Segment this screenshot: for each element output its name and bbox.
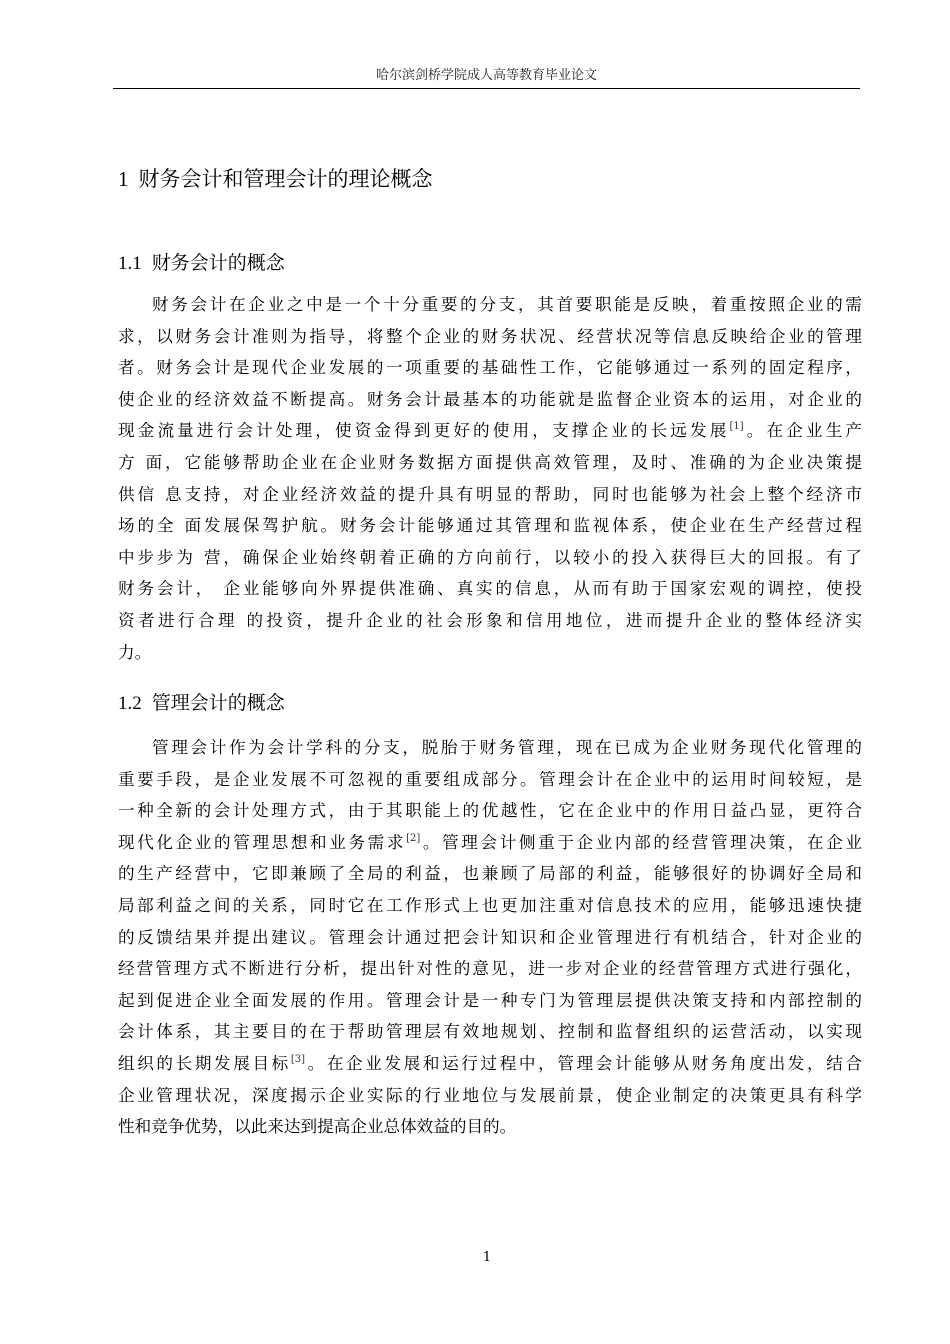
text-segment: 组织的长期发展目标 xyxy=(118,1053,291,1073)
text-line: 重要手段，是企业发展不可忽视的重要组成部分。管理会计在企业中的运用时间较短，是 xyxy=(118,769,862,789)
text-segment: 现代化企业的管理思想和业务需求 xyxy=(118,832,407,852)
section-number: 1.2 xyxy=(118,693,142,714)
text-line: 者。财务会计是现代企业发展的一项重要的基础性工作，它能够通过一系列的固定程序， xyxy=(118,358,862,378)
text-segment: 。在企业生产 xyxy=(743,421,863,441)
text-line xyxy=(118,1048,862,1080)
text-line: 起到促进企业全面发展的作用。管理会计是一种专门为管理层提供决策支持和内部控制的 xyxy=(118,990,862,1010)
text-line: 场的全 面发展保驾护航。财务会计能够通过其管理和监视体系，使企业在生产经营过程 xyxy=(118,516,862,536)
section-number: 1.1 xyxy=(118,253,142,274)
text-line: 财务会计在企业之中是一个十分重要的分支，其首要职能是反映，着重按照企业的需 xyxy=(152,295,862,314)
text-line: 一种全新的会计处理方式，由于其职能上的优越性，它在企业中的作用日益凸显，更符合 xyxy=(118,801,862,821)
chapter-title: 财务会计和管理会计的理论概念 xyxy=(138,167,433,191)
text-line: 力。 xyxy=(118,642,152,662)
chapter-heading xyxy=(118,164,433,194)
running-header: 哈尔滨剑桥学院成人高等教育毕业论文 xyxy=(375,68,597,83)
page-number: 1 xyxy=(482,1250,492,1265)
citation-ref: [3] xyxy=(290,1053,306,1065)
section-title: 管理会计的概念 xyxy=(151,692,285,714)
text-line: 求，以财务会计准则为指导，将整个企业的财务状况、经营状况等信息反映给企业的管理 xyxy=(118,326,862,346)
text-line: 企业管理状况，深度揭示企业实际的行业地位与发展前景，使企业制定的决策更具有科学 xyxy=(118,1085,862,1105)
section-heading-1-1 xyxy=(118,249,285,278)
text-line: 的生产经营中，它即兼顾了全局的利益，也兼顾了局部的利益，能够很好的协调好全局和 xyxy=(118,864,862,884)
text-segment: 。管理会计侧重于企业内部的经营管理决策，在企业 xyxy=(420,832,863,852)
citation-ref: [1] xyxy=(729,421,744,433)
header-divider xyxy=(113,88,860,89)
text-line: 中步步为 营，确保企业始终朝着正确的方向前行，以较小的投入获得巨大的回报。有了 xyxy=(118,547,862,567)
text-line xyxy=(118,415,862,447)
text-line: 使企业的经济效益不断提高。财务会计最基本的功能就是监督企业资本的运用，对企业的 xyxy=(118,389,862,409)
text-line: 资者进行合理 的投资，提升企业的社会形象和信用地位，进而提升企业的整体经济实 xyxy=(118,610,862,630)
text-line: 局部利益之间的关系，同时它在工作形式上也更加注重对信息技术的应用，能够迅速快捷 xyxy=(118,895,862,915)
paragraph-management-accounting xyxy=(118,732,862,1143)
text-line: 管理会计作为会计学科的分支，脱胎于财务管理，现在已成为企业财务现代化管理的 xyxy=(152,738,862,757)
text-segment: 。在企业发展和运行过程中，管理会计能够从财务角度出发，结合 xyxy=(305,1053,863,1073)
text-line: 经营管理方式不断进行分析，提出针对性的意见，进一步对企业的经营管理方式进行强化， xyxy=(118,959,862,979)
text-segment: 现金流量进行会计处理，使资金得到更好的使用，支撑企业的长远发展 xyxy=(118,421,730,441)
paragraph-financial-accounting xyxy=(118,289,862,668)
section-title: 财务会计的概念 xyxy=(151,252,285,274)
text-line: 供信 息支持，对企业经济效益的提升具有明显的帮助，同时也能够为社会上整个经济市 xyxy=(118,484,862,504)
text-line: 性和竞争优势，以此来达到提高企业总体效益的目的。 xyxy=(118,1117,517,1137)
section-heading-1-2 xyxy=(118,689,285,718)
chapter-number: 1 xyxy=(118,167,129,191)
text-line: 财务会计， 企业能够向外界提供准确、真实的信息，从而有助于国家宏观的调控，使投 xyxy=(118,579,862,599)
text-line xyxy=(118,827,862,859)
text-line: 方 面，它能够帮助企业在企业财务数据方面提供高效管理，及时、准确的为企业决策提 xyxy=(118,452,862,472)
text-line: 的反馈结果并提出建议。管理会计通过把会计知识和企业管理进行有机结合，针对企业的 xyxy=(118,927,862,947)
citation-ref: [2] xyxy=(406,832,421,844)
text-line: 会计体系，其主要目的在于帮助管理层有效地规划、控制和监督组织的运营活动，以实现 xyxy=(118,1022,862,1042)
